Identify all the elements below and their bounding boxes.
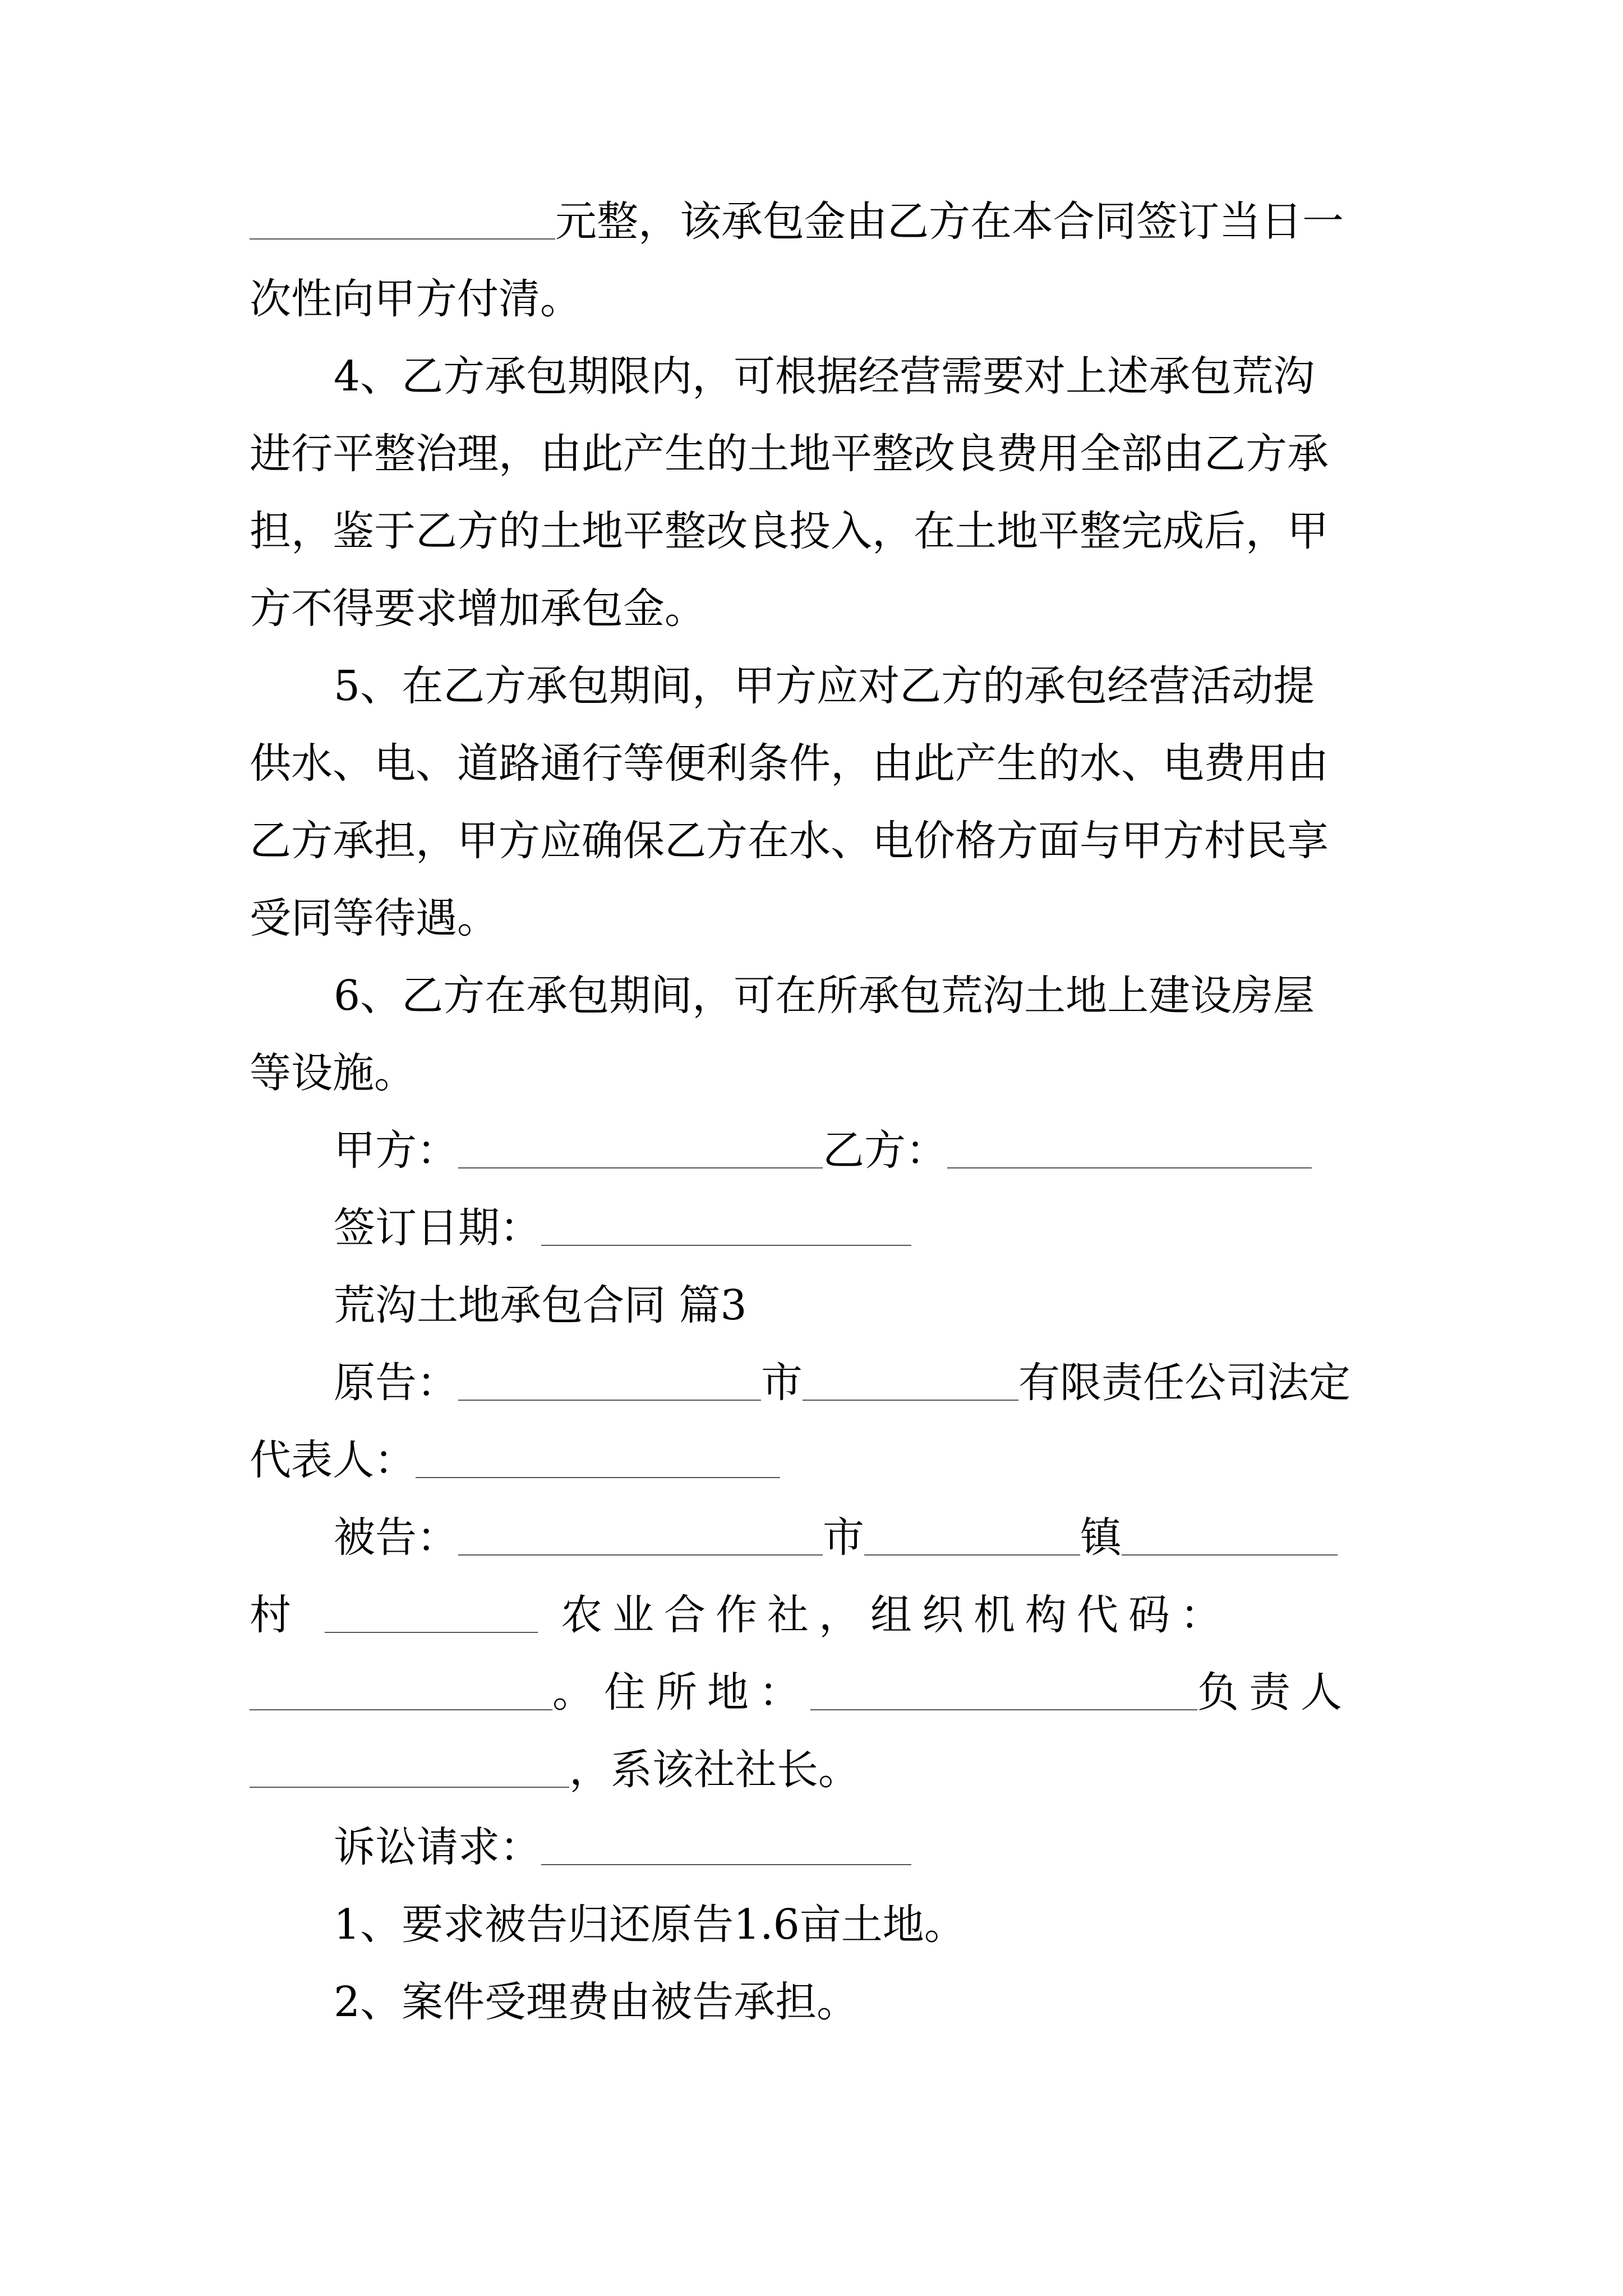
text-line: 担，鉴于乙方的土地平整改良投入，在土地平整完成后，甲 — [250, 507, 1329, 555]
claim-1: 1、要求被告归还原告1.6亩土地。 — [334, 1901, 966, 1949]
party-a-label: 甲方： — [334, 1126, 458, 1175]
claims-blank — [541, 1819, 911, 1875]
date-line — [334, 1200, 911, 1256]
claim-2: 2、案件受理费由被告承担。 — [334, 1978, 859, 2026]
text-line: 方不得要求增加承包金。 — [250, 585, 706, 633]
city-blank — [864, 1510, 1080, 1566]
fill-blank — [250, 194, 555, 250]
city-blank — [458, 1355, 761, 1411]
text-line: 乙方承担，甲方应确保乙方在水、电价格方面与甲方村民享 — [250, 817, 1329, 865]
address-blank — [810, 1664, 1197, 1720]
party-a-blank — [458, 1122, 823, 1179]
text-line: 供水、电、道路通行等便利条件，由此产生的水、电费用由 — [250, 739, 1329, 788]
date-label: 签订日期： — [334, 1204, 541, 1252]
text-line: 次性向甲方付清。 — [250, 275, 582, 323]
town-blank — [1122, 1510, 1338, 1566]
clause-5: 5、在乙方承包期间，甲方应对乙方的承包经营活动提 — [334, 662, 1315, 710]
section-title: 荒沟土地承包合同 篇3 — [334, 1281, 747, 1329]
rep-blank — [416, 1432, 780, 1488]
text-line: 进行平整治理，由此产生的土地平整改良费用全部由乙方承 — [250, 430, 1329, 478]
clause-4: 4、乙方承包期限内，可根据经营需要对上述承包荒沟 — [334, 352, 1315, 401]
date-blank — [541, 1200, 911, 1256]
text-line: 受同等待遇。 — [250, 894, 499, 942]
defendant-line: 被告： 市 镇 — [334, 1510, 1338, 1566]
text-line: 等设施。 — [250, 1049, 416, 1097]
claims-line: 诉讼请求： — [334, 1819, 911, 1875]
head-blank — [250, 1742, 569, 1798]
company-blank — [803, 1355, 1018, 1411]
address-line: 。住所地： 负责人 — [250, 1664, 1352, 1720]
rep-line: 代表人： — [250, 1432, 780, 1488]
party-b-label: 乙方： — [823, 1126, 947, 1175]
signature-line — [334, 1122, 1312, 1179]
village-blank — [325, 1587, 538, 1643]
clause-6: 6、乙方在承包期间，可在所承包荒沟土地上建设房屋 — [334, 972, 1315, 1020]
village-line: 村 农业合作社，组织机构代码： — [250, 1587, 1232, 1643]
head-line: ，系该社社长。 — [250, 1742, 860, 1798]
code-blank — [250, 1664, 552, 1720]
party-b-blank — [947, 1122, 1312, 1179]
defendant-blank — [458, 1510, 823, 1566]
text-line: 元整，该承包金由乙方在本合同签订当日一 — [250, 194, 1391, 250]
plaintiff-line: 原告： 市 有限责任公司法定 — [334, 1355, 1391, 1411]
